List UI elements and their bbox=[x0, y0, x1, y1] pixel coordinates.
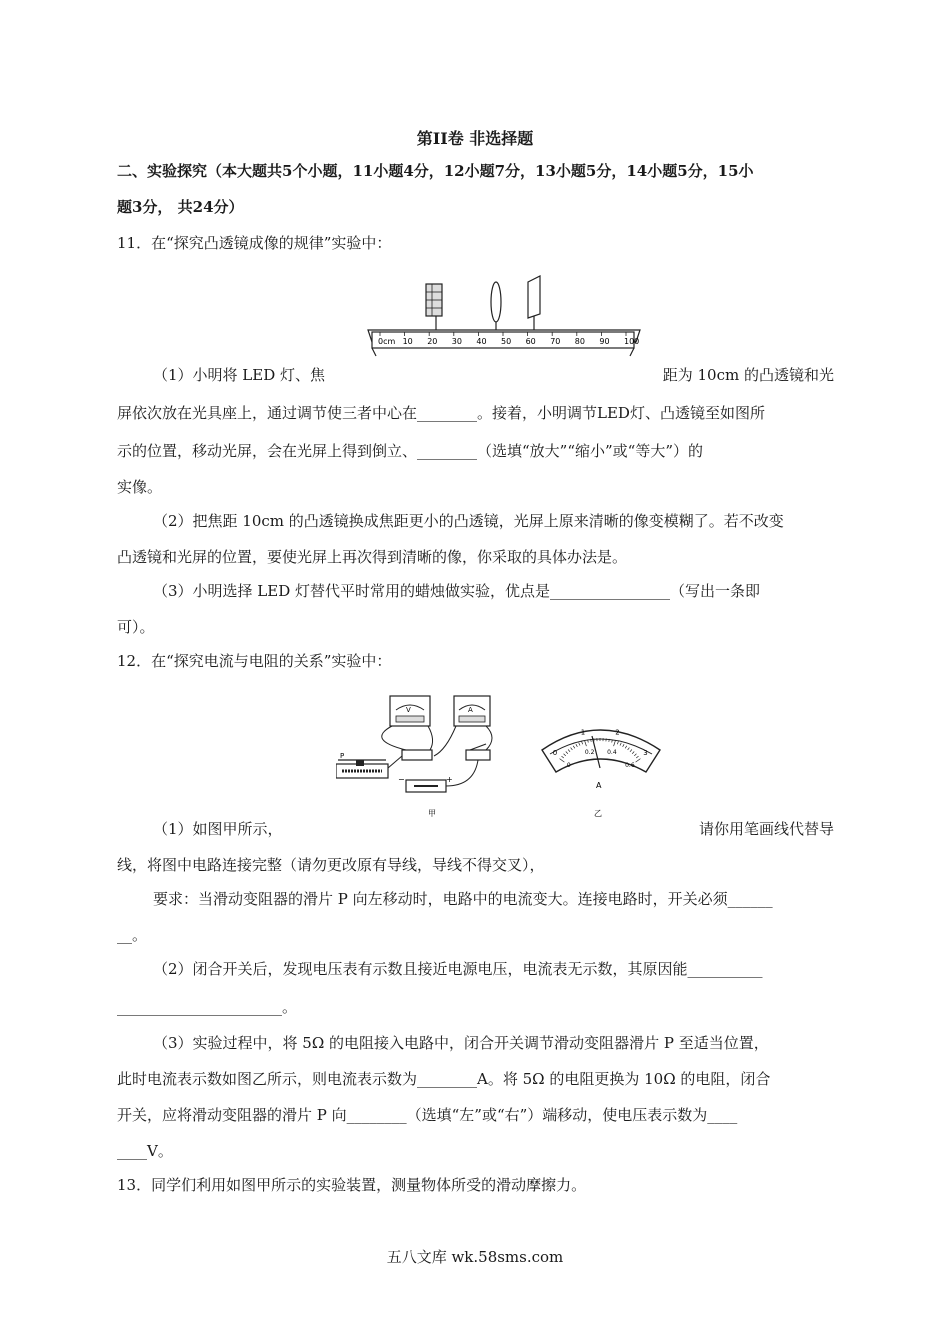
q11-stem: 11．在“探究凸透镜成像的规律”实验中： bbox=[117, 234, 392, 252]
q12-p3-line3: 开关，应将滑动变阻器的滑片 P 向________（选填“左”或“右”）端移动，使电压表示数为____ bbox=[117, 1106, 738, 1124]
dial-lower-label: 0.6 bbox=[625, 761, 635, 769]
q12-req-line2: __。 bbox=[117, 926, 148, 944]
ammeter-label: A bbox=[468, 706, 473, 714]
battery bbox=[398, 775, 453, 792]
ammeter-dial-figure-yi bbox=[536, 710, 666, 820]
q11-p2-line2: 凸透镜和光屏的位置，要使光屏上再次得到清晰的像，你采取的具体办法是。 bbox=[117, 548, 628, 566]
ruler-label: 80 bbox=[574, 337, 585, 346]
dial-lower-label: 0 bbox=[566, 761, 571, 769]
q13-stem: 13．同学们利用如图甲所示的实验装置，测量物体所受的滑动摩擦力。 bbox=[117, 1176, 587, 1194]
q12-stem: 12．在“探究电流与电阻的关系”实验中： bbox=[117, 652, 392, 670]
ruler-label: 90 bbox=[599, 337, 610, 346]
q12-p1-left: （1）如图甲所示， bbox=[153, 820, 283, 838]
ruler-label: 70 bbox=[550, 337, 561, 346]
page-footer: 五八文库 wk.58sms.com bbox=[386, 1248, 564, 1266]
fig-label-yi: 乙 bbox=[594, 809, 602, 818]
rheostat bbox=[336, 752, 388, 778]
svg-text:+: + bbox=[446, 775, 453, 784]
dial-upper-label: 3 bbox=[643, 749, 648, 758]
q11-p1-line3: 示的位置，移动光屏，会在光屏上得到倒立、________（选填“放大”“缩小”或“等大”）的 bbox=[117, 442, 704, 460]
q11-p3-line2: 可）。 bbox=[117, 618, 155, 636]
part2-header-line1: 二、实验探究（本大题共5个小题，11小题4分，12小题7分，13小题5分，14小题5分，15小 bbox=[117, 162, 754, 180]
dial-lower-label: 0.2 bbox=[584, 748, 595, 756]
led-lamp bbox=[426, 284, 442, 330]
q12-p1-right: 请你用笔画线代替导 bbox=[698, 820, 834, 838]
q11-p2-line1: （2）把焦距 10cm 的凸透镜换成焦距更小的凸透镜，光屏上原来清晰的像变模糊了。若不改变 bbox=[153, 512, 784, 530]
convex-lens bbox=[491, 282, 501, 330]
ruler-label: 60 bbox=[525, 337, 536, 346]
q11-p1-line2: 屏依次放在光具座上，通过调节使三者中心在________。接着，小明调节LED灯、凸透镜至如图所 bbox=[117, 404, 765, 422]
dial-upper-label: 2 bbox=[615, 728, 620, 737]
q12-req-line1: 要求：当滑动变阻器的滑片 P 向左移动时，电路中的电流变大。连接电路时，开关必须______ bbox=[153, 890, 773, 908]
voltmeter-label: V bbox=[406, 706, 411, 714]
circuit-figure-jia bbox=[336, 690, 512, 820]
dial-lower-label: 0.4 bbox=[607, 748, 617, 756]
q11-p3-line1: （3）小明选择 LED 灯替代平时常用的蜡烛做实验，优点是________________（写出一条即 bbox=[153, 582, 761, 600]
section-title: 第II卷 非选择题 bbox=[416, 129, 534, 148]
dial-meter-label: A bbox=[596, 781, 602, 790]
ammeter bbox=[454, 696, 490, 726]
svg-text:−: − bbox=[398, 775, 405, 784]
light-screen bbox=[528, 276, 540, 330]
dial-upper-label: 1 bbox=[580, 728, 586, 737]
q12-p2-line2: ______________________。 bbox=[117, 998, 298, 1016]
ruler-label: 40 bbox=[476, 337, 487, 346]
ruler-label: 0cm bbox=[378, 337, 396, 346]
voltmeter bbox=[390, 696, 430, 726]
ruler-label: 10 bbox=[402, 337, 413, 346]
ruler-label: 20 bbox=[427, 337, 438, 346]
q11-p1-line4: 实像。 bbox=[117, 478, 163, 496]
ruler-label: 50 bbox=[501, 337, 512, 346]
q11-p1-right: 距为 10cm 的凸透镜和光 bbox=[662, 366, 834, 384]
svg-text:P: P bbox=[340, 752, 345, 760]
q12-p3-line2: 此时电流表示数如图乙所示，则电流表示数为________A。将 5Ω 的电阻更换为 10Ω 的电阻，闭合 bbox=[117, 1070, 771, 1088]
resistor bbox=[402, 750, 432, 760]
dial-upper-label: 0 bbox=[552, 749, 558, 758]
fig-label-jia: 甲 bbox=[428, 809, 436, 818]
q12-p3-line4: ____V。 bbox=[117, 1142, 173, 1160]
ruler-label: 100 bbox=[624, 337, 640, 346]
q12-p1-line2: 线，将图中电路连接完整（请勿更改原有导线，导线不得交叉）， bbox=[117, 856, 545, 874]
optical-bench-figure bbox=[366, 272, 642, 362]
q11-p1-left: （1）小明将 LED 灯、焦 bbox=[153, 366, 326, 384]
part2-header-line2: 题3分， 共24分） bbox=[117, 198, 244, 216]
q12-p2-line1: （2）闭合开关后，发现电压表有示数且接近电源电压，电流表无示数，其原因能__________ bbox=[153, 960, 763, 978]
ruler-label: 30 bbox=[451, 337, 462, 346]
q12-p3-line1: （3）实验过程中，将 5Ω 的电阻接入电路中，闭合开关调节滑动变阻器滑片 P 至适当位置， bbox=[153, 1034, 769, 1052]
switch bbox=[466, 744, 490, 760]
